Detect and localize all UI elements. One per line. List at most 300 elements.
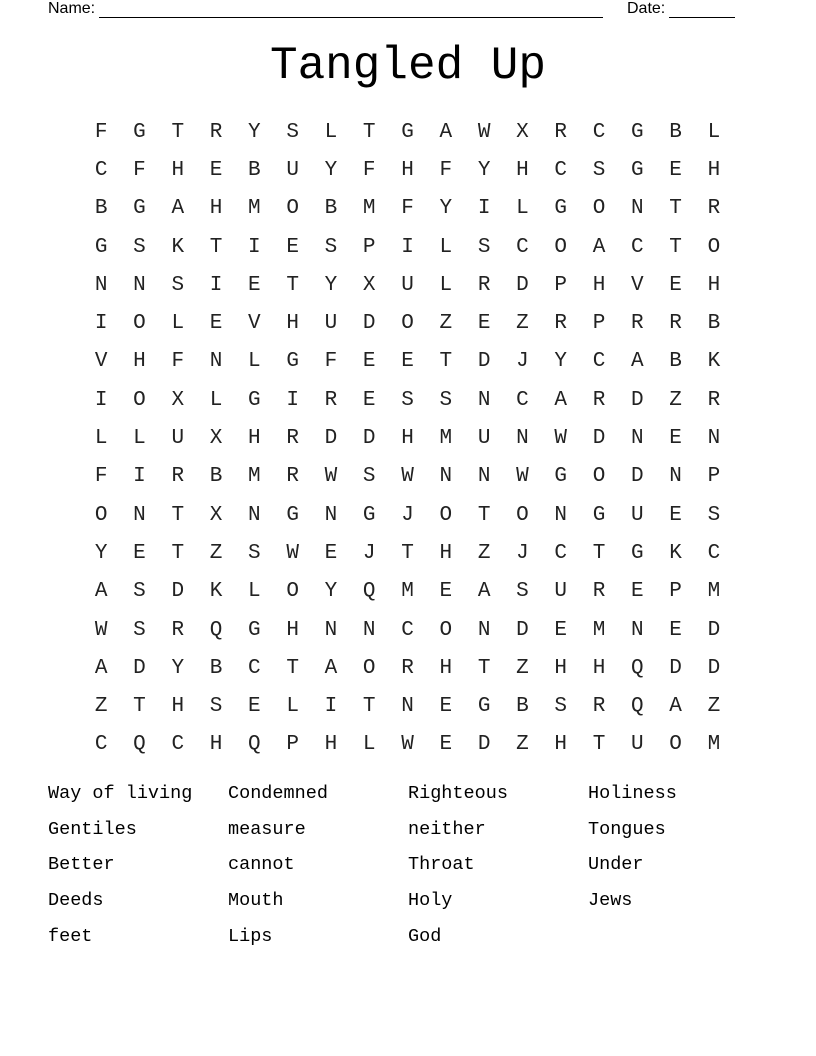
grid-letter[interactable]: A <box>477 580 491 604</box>
grid-letter[interactable]: N <box>477 618 491 642</box>
grid-letter[interactable]: W <box>94 618 108 642</box>
grid-letter[interactable]: M <box>362 197 376 221</box>
grid-letter[interactable]: M <box>248 465 261 489</box>
grid-letter[interactable]: E <box>362 350 376 374</box>
grid-letter[interactable]: C <box>554 158 568 182</box>
grid-letter[interactable]: H <box>439 656 453 680</box>
grid-letter[interactable]: W <box>554 427 568 451</box>
grid-letter[interactable]: C <box>401 618 414 642</box>
grid-letter[interactable]: G <box>592 503 606 527</box>
grid-letter[interactable]: Q <box>209 618 223 642</box>
grid-letter[interactable]: U <box>554 580 568 604</box>
grid-letter[interactable]: B <box>669 350 682 374</box>
grid-letter[interactable]: I <box>286 388 299 412</box>
grid-letter[interactable]: S <box>362 465 376 489</box>
grid-letter[interactable]: A <box>554 388 568 412</box>
grid-letter[interactable]: F <box>401 197 414 221</box>
grid-letter[interactable]: X <box>209 427 223 451</box>
grid-letter[interactable]: D <box>516 618 529 642</box>
grid-letter[interactable]: T <box>592 541 606 565</box>
grid-letter[interactable]: N <box>362 618 376 642</box>
grid-letter[interactable]: I <box>94 312 108 336</box>
grid-letter[interactable]: Z <box>209 541 223 565</box>
grid-letter[interactable]: R <box>286 427 299 451</box>
grid-letter[interactable]: B <box>707 312 721 336</box>
grid-letter[interactable]: A <box>324 656 338 680</box>
grid-letter[interactable]: E <box>631 580 644 604</box>
grid-letter[interactable]: S <box>133 580 146 604</box>
grid-letter[interactable]: M <box>707 733 721 757</box>
grid-letter[interactable]: S <box>324 235 338 259</box>
grid-letter[interactable]: E <box>209 158 223 182</box>
grid-letter[interactable]: R <box>554 120 568 144</box>
grid-letter[interactable]: J <box>362 541 376 565</box>
grid-row <box>82 534 734 572</box>
grid-letter[interactable]: G <box>286 350 299 374</box>
grid-letter[interactable]: J <box>516 541 529 565</box>
grid-letter[interactable]: I <box>324 695 338 719</box>
grid-letter[interactable]: N <box>477 388 491 412</box>
grid-letter[interactable]: P <box>669 580 682 604</box>
grid-letter[interactable]: N <box>439 465 453 489</box>
grid-letter[interactable]: F <box>324 350 338 374</box>
grid-letter[interactable]: P <box>286 733 299 757</box>
grid-letter[interactable]: B <box>209 656 223 680</box>
grid-letter[interactable]: G <box>631 158 644 182</box>
grid-letter[interactable]: S <box>401 388 414 412</box>
grid-letter[interactable]: B <box>94 197 108 221</box>
grid-letter[interactable]: G <box>133 197 146 221</box>
grid-letter[interactable]: Y <box>248 120 261 144</box>
grid-letter[interactable]: S <box>439 388 453 412</box>
grid-letter[interactable]: Y <box>439 197 453 221</box>
grid-letter[interactable]: N <box>631 197 644 221</box>
grid-letter[interactable]: O <box>516 503 529 527</box>
grid-letter[interactable]: I <box>477 197 491 221</box>
grid-letter[interactable]: U <box>477 427 491 451</box>
grid-letter[interactable]: R <box>707 197 721 221</box>
grid-letter[interactable]: N <box>631 618 644 642</box>
grid-letter[interactable]: Z <box>94 695 108 719</box>
page-title: Tangled Up <box>269 40 547 92</box>
grid-letter[interactable]: S <box>477 235 491 259</box>
grid-letter[interactable]: I <box>94 388 108 412</box>
grid-letter[interactable]: E <box>248 273 261 297</box>
grid-letter[interactable]: C <box>554 541 568 565</box>
grid-letter[interactable]: T <box>362 120 376 144</box>
grid-letter[interactable]: M <box>248 197 261 221</box>
grid-letter[interactable]: F <box>133 158 146 182</box>
grid-letter[interactable]: P <box>554 273 568 297</box>
grid-letter[interactable]: W <box>477 120 491 144</box>
grid-letter[interactable]: A <box>669 695 682 719</box>
grid-letter[interactable]: C <box>248 656 261 680</box>
grid-letter[interactable]: R <box>631 312 644 336</box>
grid-letter[interactable]: O <box>133 312 146 336</box>
grid-letter[interactable]: A <box>631 350 644 374</box>
grid-letter[interactable]: A <box>94 580 108 604</box>
grid-letter[interactable]: W <box>286 541 299 565</box>
grid-letter[interactable]: P <box>592 312 606 336</box>
grid-letter[interactable]: N <box>209 350 223 374</box>
grid-letter[interactable]: F <box>362 158 376 182</box>
grid-letter[interactable]: S <box>286 120 299 144</box>
grid-letter[interactable]: R <box>324 388 338 412</box>
grid-letter[interactable]: H <box>171 695 185 719</box>
grid-letter[interactable]: N <box>516 427 529 451</box>
grid-letter[interactable]: F <box>439 158 453 182</box>
grid-letter[interactable]: E <box>401 350 414 374</box>
grid-letter[interactable]: T <box>286 273 299 297</box>
grid-letter[interactable]: N <box>248 503 261 527</box>
grid-letter[interactable]: D <box>324 427 338 451</box>
grid-letter[interactable]: D <box>171 580 185 604</box>
grid-letter[interactable]: O <box>94 503 108 527</box>
grid-letter[interactable]: W <box>401 465 414 489</box>
grid-letter[interactable]: S <box>133 618 146 642</box>
grid-letter[interactable]: D <box>362 312 376 336</box>
grid-letter[interactable]: O <box>401 312 414 336</box>
grid-letter[interactable]: O <box>133 388 146 412</box>
grid-letter[interactable]: H <box>707 273 721 297</box>
grid-letter[interactable]: N <box>133 273 146 297</box>
grid-letter[interactable]: L <box>286 695 299 719</box>
grid-letter[interactable]: H <box>133 350 146 374</box>
grid-letter[interactable]: R <box>171 465 185 489</box>
grid-letter[interactable]: D <box>669 656 682 680</box>
grid-letter[interactable]: G <box>248 618 261 642</box>
word-list-item: measure <box>228 818 306 840</box>
word-list-item: neither <box>408 818 486 840</box>
grid-letter[interactable]: N <box>631 427 644 451</box>
grid-letter[interactable]: G <box>94 235 108 259</box>
grid-letter[interactable]: L <box>516 197 529 221</box>
grid-letter[interactable]: R <box>286 465 299 489</box>
grid-letter[interactable]: H <box>286 312 299 336</box>
grid-letter[interactable]: N <box>669 465 682 489</box>
grid-letter[interactable]: R <box>592 695 606 719</box>
grid-letter[interactable]: Y <box>324 580 338 604</box>
grid-letter[interactable]: O <box>592 197 606 221</box>
grid-letter[interactable]: D <box>133 656 146 680</box>
grid-letter[interactable]: E <box>209 312 223 336</box>
grid-letter[interactable]: V <box>631 273 644 297</box>
grid-letter[interactable]: T <box>171 120 185 144</box>
grid-letter[interactable]: R <box>209 120 223 144</box>
grid-letter[interactable]: P <box>362 235 376 259</box>
date-label: Date: <box>627 0 666 17</box>
grid-letter[interactable]: O <box>439 618 453 642</box>
grid-row <box>82 304 734 342</box>
grid-letter[interactable]: I <box>133 465 146 489</box>
grid-letter[interactable]: H <box>516 158 529 182</box>
grid-letter[interactable]: H <box>592 273 606 297</box>
grid-letter[interactable]: V <box>248 312 261 336</box>
grid-letter[interactable]: T <box>477 503 491 527</box>
grid-letter[interactable]: L <box>209 388 223 412</box>
grid-letter[interactable]: Z <box>439 312 453 336</box>
grid-letter[interactable]: O <box>286 197 299 221</box>
grid-letter[interactable]: K <box>209 580 223 604</box>
grid-letter[interactable]: I <box>401 235 414 259</box>
grid-letter[interactable]: E <box>554 618 568 642</box>
grid-letter[interactable]: S <box>209 695 223 719</box>
grid-letter[interactable]: C <box>631 235 644 259</box>
grid-letter[interactable]: E <box>669 618 682 642</box>
grid-letter[interactable]: S <box>516 580 529 604</box>
grid-letter[interactable]: U <box>631 733 644 757</box>
grid-letter[interactable]: Q <box>631 656 644 680</box>
grid-letter[interactable]: Y <box>324 273 338 297</box>
grid-letter[interactable]: D <box>477 733 491 757</box>
grid-letter[interactable]: Y <box>94 541 108 565</box>
grid-letter[interactable]: I <box>248 235 261 259</box>
grid-letter[interactable]: S <box>133 235 146 259</box>
grid-letter[interactable]: G <box>477 695 491 719</box>
grid-letter[interactable]: D <box>631 465 644 489</box>
grid-letter[interactable]: H <box>401 158 414 182</box>
grid-letter[interactable]: T <box>171 503 185 527</box>
grid-letter[interactable]: W <box>401 733 414 757</box>
grid-letter[interactable]: K <box>669 541 682 565</box>
grid-letter[interactable]: K <box>707 350 721 374</box>
grid-letter[interactable]: L <box>324 120 338 144</box>
grid-letter[interactable]: D <box>477 350 491 374</box>
grid-letter[interactable]: R <box>592 580 606 604</box>
grid-letter[interactable]: Q <box>362 580 376 604</box>
grid-letter[interactable]: B <box>669 120 682 144</box>
grid-letter[interactable]: U <box>631 503 644 527</box>
grid-letter[interactable]: M <box>439 427 453 451</box>
grid-letter[interactable]: U <box>286 158 299 182</box>
grid-letter[interactable]: L <box>94 427 108 451</box>
grid-letter[interactable]: W <box>324 465 338 489</box>
grid-letter[interactable]: H <box>171 158 185 182</box>
grid-letter[interactable]: N <box>324 503 338 527</box>
grid-letter[interactable]: X <box>209 503 223 527</box>
grid-letter[interactable]: N <box>554 503 568 527</box>
grid-letter[interactable]: C <box>592 120 606 144</box>
grid-letter[interactable]: H <box>592 656 606 680</box>
grid-letter[interactable]: R <box>171 618 185 642</box>
grid-letter[interactable]: T <box>171 541 185 565</box>
grid-letter[interactable]: N <box>707 427 721 451</box>
grid-letter[interactable]: K <box>171 235 185 259</box>
grid-letter[interactable]: L <box>248 580 261 604</box>
grid-letter[interactable]: E <box>477 312 491 336</box>
word-list-item: cannot <box>228 854 295 876</box>
grid-letter[interactable]: T <box>401 541 414 565</box>
grid-letter[interactable]: E <box>439 695 453 719</box>
grid-letter[interactable]: C <box>94 733 108 757</box>
grid-letter[interactable]: L <box>362 733 376 757</box>
grid-letter[interactable]: O <box>554 235 568 259</box>
grid-letter[interactable]: D <box>592 427 606 451</box>
grid-letter[interactable]: H <box>439 541 453 565</box>
grid-letter[interactable]: C <box>171 733 185 757</box>
grid-letter[interactable]: L <box>439 273 453 297</box>
grid-letter[interactable]: L <box>707 120 721 144</box>
grid-letter[interactable]: Y <box>324 158 338 182</box>
grid-letter[interactable]: H <box>554 733 568 757</box>
grid-letter[interactable]: Q <box>133 733 146 757</box>
grid-letter[interactable]: L <box>133 427 146 451</box>
grid-letter[interactable]: Z <box>516 656 529 680</box>
grid-letter[interactable]: E <box>669 503 682 527</box>
grid-letter[interactable]: H <box>209 197 223 221</box>
grid-letter[interactable]: O <box>362 656 376 680</box>
grid-letter[interactable]: Z <box>707 695 721 719</box>
grid-letter[interactable]: D <box>516 273 529 297</box>
grid-letter[interactable]: R <box>669 312 682 336</box>
grid-letter[interactable]: T <box>133 695 146 719</box>
grid-letter[interactable]: O <box>286 580 299 604</box>
grid-letter[interactable]: M <box>401 580 414 604</box>
grid-letter[interactable]: J <box>401 503 414 527</box>
grid-letter[interactable]: E <box>439 580 453 604</box>
grid-letter[interactable]: P <box>707 465 721 489</box>
grid-letter[interactable]: X <box>516 120 529 144</box>
grid-letter[interactable]: L <box>171 312 185 336</box>
grid-letter[interactable]: T <box>669 197 682 221</box>
grid-letter[interactable]: E <box>669 158 682 182</box>
grid-letter[interactable]: F <box>94 120 108 144</box>
grid-letter[interactable]: J <box>516 350 529 374</box>
grid-letter[interactable]: H <box>209 733 223 757</box>
grid-letter[interactable]: Y <box>171 656 185 680</box>
grid-letter[interactable]: N <box>133 503 146 527</box>
grid-letter[interactable]: A <box>171 197 185 221</box>
grid-letter[interactable]: L <box>248 350 261 374</box>
grid-letter[interactable]: U <box>171 427 185 451</box>
grid-letter[interactable]: N <box>94 273 108 297</box>
grid-letter[interactable]: F <box>94 465 108 489</box>
grid-letter[interactable]: R <box>477 273 491 297</box>
grid-letter[interactable]: E <box>669 427 682 451</box>
grid-letter[interactable]: C <box>707 541 721 565</box>
grid-row <box>82 266 734 304</box>
grid-letter[interactable]: B <box>248 158 261 182</box>
grid-letter[interactable]: O <box>669 733 682 757</box>
grid-letter[interactable]: C <box>516 388 529 412</box>
grid-letter[interactable]: T <box>439 350 453 374</box>
grid-letter[interactable]: H <box>401 427 414 451</box>
grid-letter[interactable]: O <box>592 465 606 489</box>
grid-letter[interactable]: R <box>707 388 721 412</box>
grid-letter[interactable]: H <box>286 618 299 642</box>
grid-letter[interactable]: S <box>248 541 261 565</box>
grid-letter[interactable]: E <box>248 695 261 719</box>
grid-letter[interactable]: X <box>171 388 185 412</box>
grid-letter[interactable]: O <box>707 235 721 259</box>
grid-letter[interactable]: L <box>439 235 453 259</box>
grid-letter[interactable]: T <box>286 656 299 680</box>
grid-letter[interactable]: B <box>516 695 529 719</box>
grid-letter[interactable]: G <box>133 120 146 144</box>
grid-letter[interactable]: C <box>94 158 108 182</box>
grid-letter[interactable]: U <box>324 312 338 336</box>
grid-letter[interactable]: U <box>401 273 414 297</box>
grid-letter[interactable]: G <box>554 197 568 221</box>
grid-letter[interactable]: B <box>209 465 223 489</box>
grid-letter[interactable]: N <box>324 618 338 642</box>
grid-letter[interactable]: F <box>171 350 185 374</box>
grid-letter[interactable]: R <box>592 388 606 412</box>
grid-letter[interactable]: Y <box>477 158 491 182</box>
grid-letter[interactable]: A <box>94 656 108 680</box>
grid-letter[interactable]: Y <box>554 350 568 374</box>
grid-letter[interactable]: I <box>209 273 223 297</box>
grid-letter[interactable]: C <box>592 350 606 374</box>
grid-letter[interactable]: D <box>707 618 721 642</box>
grid-letter[interactable]: T <box>362 695 376 719</box>
grid-letter[interactable]: G <box>401 120 414 144</box>
grid-letter[interactable]: S <box>592 158 606 182</box>
grid-letter[interactable]: S <box>554 695 568 719</box>
grid-letter[interactable]: W <box>516 465 529 489</box>
grid-letter[interactable]: Q <box>248 733 261 757</box>
grid-letter[interactable]: Z <box>516 312 529 336</box>
grid-letter[interactable]: D <box>707 656 721 680</box>
grid-letter[interactable]: V <box>94 350 108 374</box>
grid-letter[interactable]: R <box>401 656 414 680</box>
grid-letter[interactable]: D <box>362 427 376 451</box>
grid-letter[interactable]: H <box>707 158 721 182</box>
grid-letter[interactable]: N <box>477 465 491 489</box>
grid-letter[interactable]: M <box>592 618 606 642</box>
grid-letter[interactable]: T <box>669 235 682 259</box>
grid-letter[interactable]: R <box>554 312 568 336</box>
grid-letter[interactable]: D <box>631 388 644 412</box>
grid-letter[interactable]: T <box>592 733 606 757</box>
grid-letter[interactable]: E <box>133 541 146 565</box>
grid-letter[interactable]: E <box>362 388 376 412</box>
grid-letter[interactable]: Z <box>516 733 529 757</box>
grid-letter[interactable]: O <box>439 503 453 527</box>
grid-letter[interactable]: T <box>477 656 491 680</box>
grid-letter[interactable]: H <box>248 427 261 451</box>
grid-letter[interactable]: G <box>286 503 299 527</box>
grid-letter[interactable]: M <box>707 580 721 604</box>
grid-letter[interactable]: B <box>324 197 338 221</box>
grid-letter[interactable]: G <box>554 465 568 489</box>
grid-letter[interactable]: Z <box>669 388 682 412</box>
grid-letter[interactable]: G <box>362 503 376 527</box>
grid-letter[interactable]: E <box>439 733 453 757</box>
grid-letter[interactable]: G <box>631 541 644 565</box>
grid-letter[interactable]: S <box>171 273 185 297</box>
grid-letter[interactable]: G <box>248 388 261 412</box>
grid-letter[interactable]: C <box>516 235 529 259</box>
grid-letter[interactable]: Z <box>477 541 491 565</box>
word-list-item: Mouth <box>228 890 284 912</box>
grid-letter[interactable]: A <box>439 120 453 144</box>
grid-letter[interactable]: E <box>669 273 682 297</box>
grid-letter[interactable]: E <box>324 541 338 565</box>
grid-letter[interactable]: A <box>592 235 606 259</box>
grid-letter[interactable]: G <box>631 120 644 144</box>
grid-letter[interactable]: T <box>209 235 223 259</box>
grid-letter[interactable]: S <box>707 503 721 527</box>
date-blank-line[interactable] <box>669 1 735 18</box>
grid-letter[interactable]: Q <box>631 695 644 719</box>
grid-letter[interactable]: H <box>324 733 338 757</box>
grid-letter[interactable]: X <box>362 273 376 297</box>
grid-letter[interactable]: H <box>554 656 568 680</box>
grid-letter[interactable]: N <box>401 695 414 719</box>
name-blank-line[interactable] <box>99 1 603 18</box>
grid-letter[interactable]: E <box>286 235 299 259</box>
